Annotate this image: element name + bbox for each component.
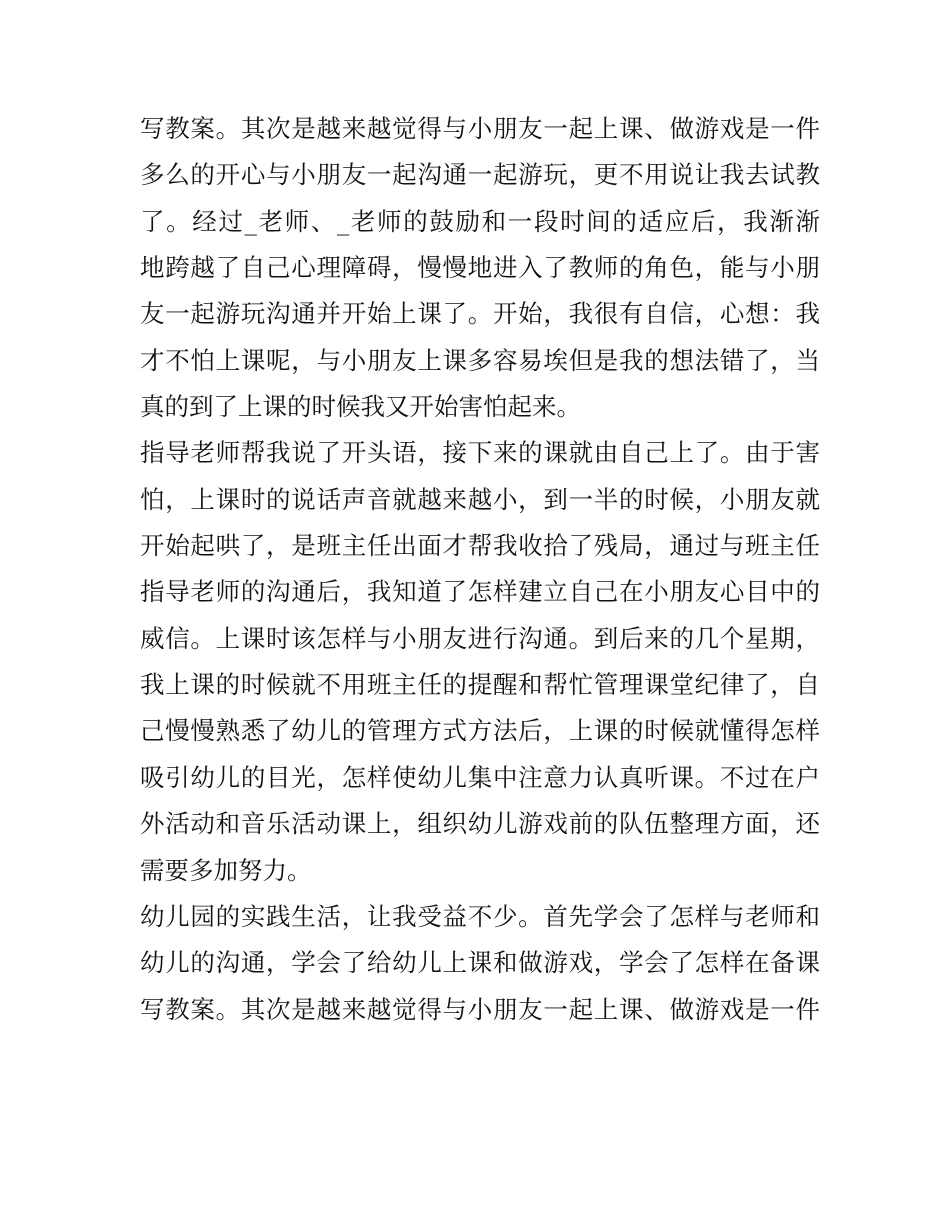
text-line: 幼儿的沟通，学会了给幼儿上课和做游戏，学会了怎样在备课 <box>140 948 820 978</box>
text-line: 指导老师帮我说了开头语，接下来的课就由自己上了。由于害 <box>140 438 820 468</box>
text-line: 吸引幼儿的目光，怎样使幼儿集中注意力认真听课。不过在户 <box>140 762 820 792</box>
text-line: 外活动和音乐活动课上，组织幼儿游戏前的队伍整理方面，还 <box>140 809 820 839</box>
text-line: 幼儿园的实践生活，让我受益不少。首先学会了怎样与老师和 <box>140 901 820 931</box>
text-line: 我上课的时候就不用班主任的提醒和帮忙管理课堂纪律了，自 <box>140 670 820 700</box>
text-line: 己慢慢熟悉了幼儿的管理方式方法后，上课的时候就懂得怎样 <box>140 716 820 746</box>
text-line: 需要多加努力。 <box>140 855 312 885</box>
text-line: 真的到了上课的时候我又开始害怕起来。 <box>140 392 581 422</box>
text-line: 多么的开心与小朋友一起沟通一起游玩，更不用说让我去试教 <box>140 160 820 190</box>
text-line: 开始起哄了，是班主任出面才帮我收拾了残局，通过与班主任 <box>140 531 820 561</box>
text-line: 指导老师的沟通后，我知道了怎样建立自己在小朋友心目中的 <box>140 577 820 607</box>
text-line: 友一起游玩沟通并开始上课了。开始，我很有自信，心想：我 <box>140 299 820 329</box>
text-line: 写教案。其次是越来越觉得与小朋友一起上课、做游戏是一件 <box>140 114 820 143</box>
text-line: 才不怕上课呢，与小朋友上课多容易埃但是我的想法错了，当 <box>140 345 820 375</box>
text-line: 写教案。其次是越来越觉得与小朋友一起上课、做游戏是一件 <box>140 994 820 1024</box>
text-line: 威信。上课时该怎样与小朋友进行沟通。到后来的几个星期， <box>140 623 820 653</box>
text-line: 了。经过_老师、_老师的鼓励和一段时间的适应后，我渐渐 <box>140 206 820 236</box>
document-body <box>140 106 820 1033</box>
text-line: 怕，上课时的说话声音就越来越小，到一半的时候，小朋友就 <box>140 484 820 514</box>
text-line: 地跨越了自己心理障碍，慢慢地进入了教师的角色，能与小朋 <box>140 253 820 283</box>
